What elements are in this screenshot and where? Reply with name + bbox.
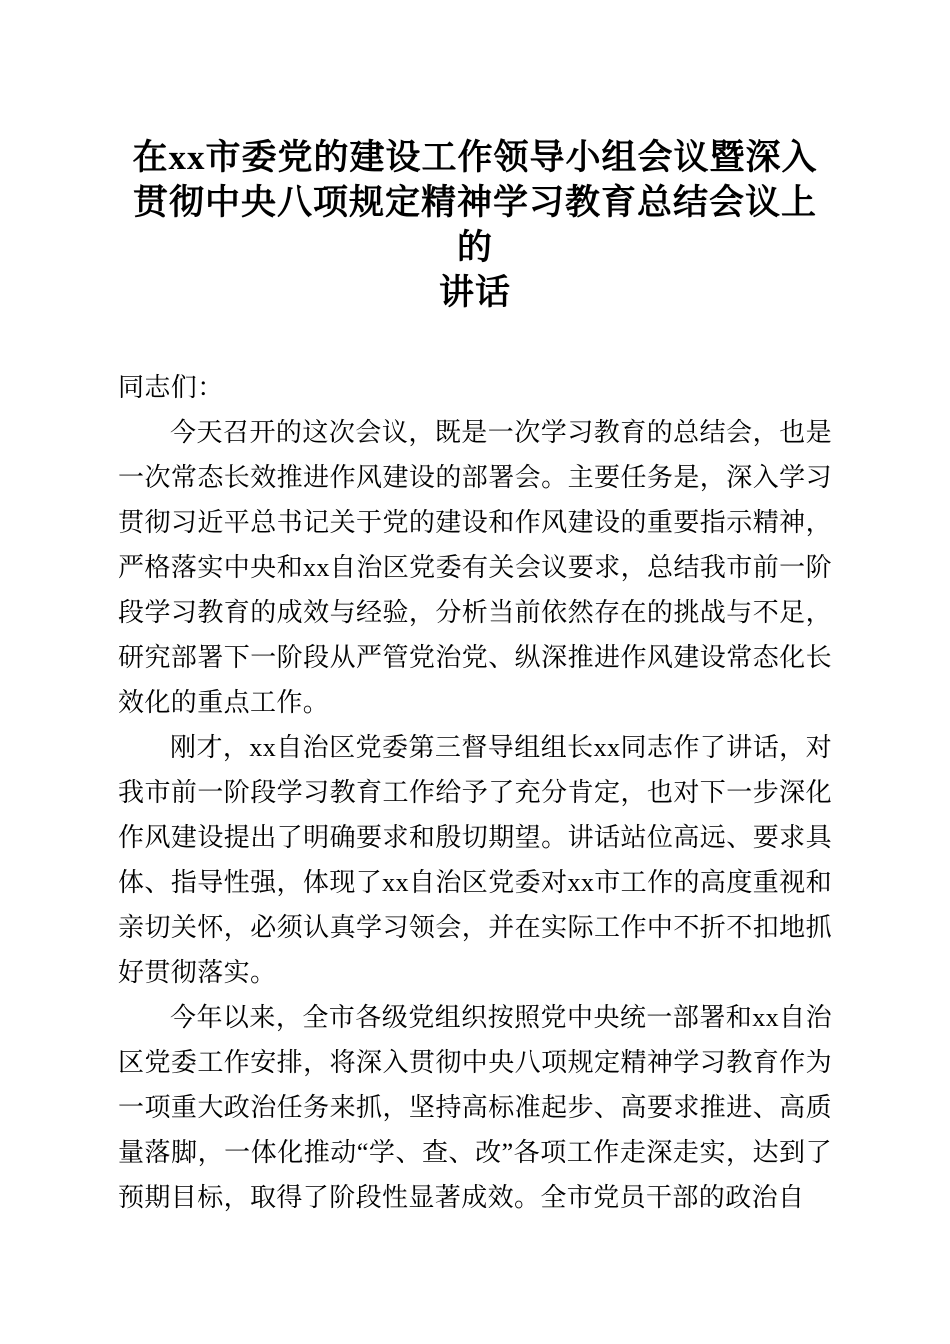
- document-title-line: 讲话: [438, 273, 511, 312]
- document-title-line: 在xx市委党的建设工作领导小组会议暨深入: [132, 138, 818, 177]
- paragraph: 刚才，xx自治区党委第三督导组组长xx同志作了讲话，对我市前一阶段学习教育工作给予了充分肯定，也对下一步深化作风建设提出了明确要求和殷切期望。讲话站位高远、要求具体、指导性强，体现了xx自治区党委对xx市工作的高度重视和亲切关怀，必须认真学习领会，并在实际工作中不折不扣地抓好贯彻落实。: [118, 733, 832, 987]
- document-title: [118, 135, 832, 315]
- document-body: [118, 365, 832, 1220]
- paragraph: 今年以来，全市各级党组织按照党中央统一部署和xx自治区党委工作安排，将深入贯彻中央八项规定精神学习教育作为一项重大政治任务来抓，坚持高标准起步、高要求推进、高质量落脚，一体化推动“学、查、改”各项工作走深走实，达到了预期目标，取得了阶段性显著成效。全市党员干部的政治自: [118, 1003, 832, 1212]
- document-title-line: 贯彻中央八项规定精神学习教育总结会议上的: [132, 183, 817, 267]
- salutation: 同志们：: [118, 373, 224, 402]
- paragraph: 今天召开的这次会议，既是一次学习教育的总结会，也是一次常态长效推进作风建设的部署会。主要任务是，深入学习贯彻习近平总书记关于党的建设和作风建设的重要指示精神，严格落实中央和xx自治区党委有关会议要求，总结我市前一阶段学习教育的成效与经验，分析当前依然存在的挑战与不足，研究部署下一阶段从严管党治党、纵深推进作风建设常态化长效化的重点工作。: [118, 418, 832, 717]
